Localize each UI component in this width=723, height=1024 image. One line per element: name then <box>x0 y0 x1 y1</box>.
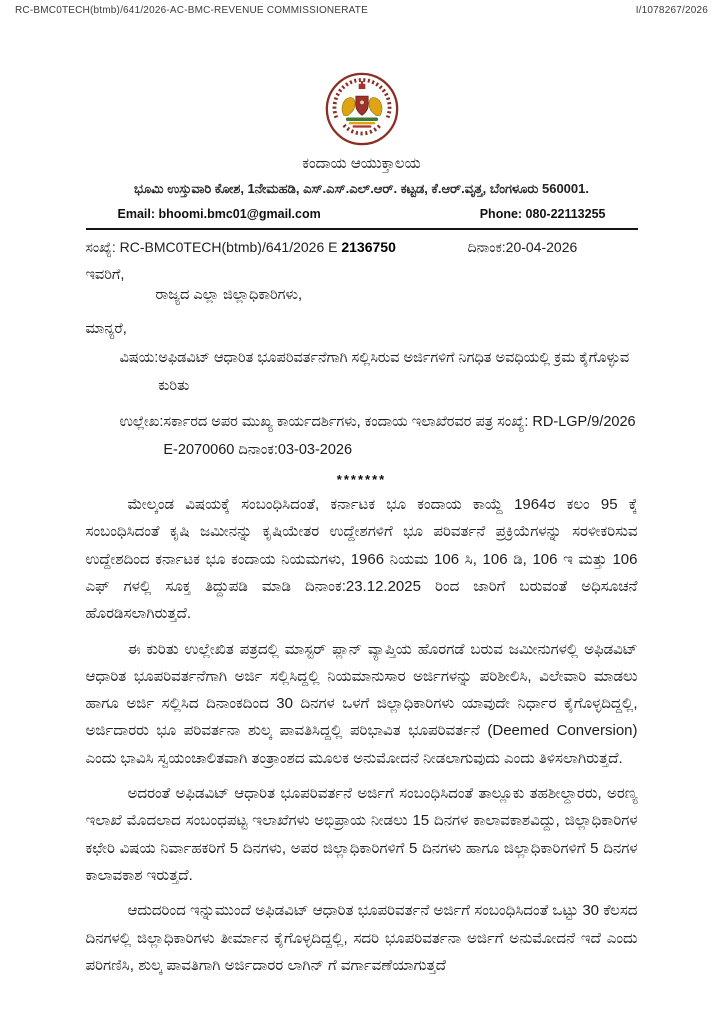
letter-content <box>86 491 638 979</box>
office-name: ಕಂದಾಯ ಆಯುಕ್ತಾಲಯ <box>302 155 421 172</box>
letter-number <box>86 239 468 256</box>
to-label: ಇವರಿಗೆ, <box>85 267 125 283</box>
paragraph-3: ಅದರಂತೆ ಅಫಿಡವಿಟ್ ಆಧಾರಿತ ಭೂಪರಿವರ್ತನೆ ಅರ್ಜಿಗೆ ಸಂಬಂಧಿಸಿದಂತೆ ತಾಲ್ಲೂಕು ತಹಶೀಲ್ದಾರರು, ಅರಣ್ಯ ಇಲಾಖೆ ಮೊದಲಾದ ಸಂಬಂಧಪಟ್ಟ ಇಲಾಖೆಗಳು ಅಭಿಪ್ರಾಯ ನೀಡಲು 15 ದಿನಗಳ ಕಾಲಾವಕಾಶವಿದ್ದು, ಜಿಲ್ಲಾಧಿಕಾರಿಗಳ ಕಛೇರಿ ವಿಷಯ ನಿರ್ವಾಹಕರಿಗೆ 5 ದಿನಗಳು, ಅಪರ ಜಿಲ್ಲಾಧಿಕಾರಿಗಳಿಗೆ 5 ದಿನಗಳು ಹಾಗೂ ಜಿಲ್ಲಾಧಿಕಾರಿಗಳಿಗೆ 5 ದಿನಗಳ ಕಾಲಾವಕಾಶ ಇರುತ್ತದೆ. <box>85 785 638 884</box>
phone-text: Phone: 080-22113255 <box>479 207 606 221</box>
paragraph-1: ಮೇಲ್ಕಂಡ ವಿಷಯಕ್ಕೆ ಸಂಬಂಧಿಸಿದಂತೆ, ಕರ್ನಾಟಕ ಭೂ ಕಂದಾಯ ಕಾಯ್ದೆ 1964ರ ಕಲಂ 95 ಕ್ಕೆ ಸಂಬಂಧಿಸಿದಂತೆ ಕೃಷಿ ಜಮೀನನ್ನು ಕೃಷಿಯೇತರ ಉದ್ದೇಶಗಳಿಗೆ ಭೂ ಪರಿವರ್ತನೆ ಪ್ರಕ್ರಿಯೆಗಳನ್ನು ಸರಳೀಕರಿಸುವ ಉದ್ದೇಶದಿಂದ ಕರ್ನಾಟಕ ಭೂ ಕಂದಾಯ ನಿಯಮಗಳು, 1966 ನಿಯಮ 106 ಸಿ, 106 ಡಿ, 106 ಇ ಮತ್ತು 106 ಎಫ್ ಗಳಲ್ಲಿ ಸೂಕ್ತ ತಿದ್ದುಪಡಿ ಮಾಡಿ ದಿನಾಂಕ:23.12.2025 ರಿಂದ ಜಾರಿಗೆ ಬರುವಂತೆ ಅಧಿಸೂಚನೆ ಹೊರಡಿಸಲಾಗಿರುತ್ತದೆ. <box>85 496 638 623</box>
office-address: ಭೂಮಿ ಉಸ್ತುವಾರಿ ಕೋಶ, 1ನೇಮಹಡಿ, ಎಸ್.ಎಸ್.ಎಲ್.ಆರ್. ಕಟ್ಟಡ, ಕೆ.ಆರ್.ವೃತ್ತ, ಬೆಂಗಳೂರು 560001. <box>134 181 589 196</box>
number-value-bold: 2136750 <box>341 239 396 255</box>
salutation: ಮಾನ್ಯರೆ, <box>85 321 127 337</box>
file-reference-left: RC-BMC0TECH(btmb)/641/2026-AC-BMC-REVENUE COMMISSIONERATE <box>15 5 368 16</box>
email-text: Email: bhoomi.bmc01@gmail.com <box>117 207 321 221</box>
paragraph-2: ಈ ಕುರಿತು ಉಲ್ಲೇಖಿತ ಪತ್ರದಲ್ಲಿ ಮಾಸ್ಟರ್ ಪ್ಲಾನ್ ವ್ಯಾಪ್ತಿಯ ಹೊರಗಡೆ ಬರುವ ಜಮೀನುಗಳಲ್ಲಿ ಅಫಿಡವಿಟ್ ಆಧಾರಿತ ಭೂಪರಿವರ್ತನೆಗಾಗಿ ಅರ್ಜಿ ಸಲ್ಲಿಸಿದ್ದಲ್ಲಿ ನಿಯಮಾನುಸಾರ ಅರ್ಜಿಗಳನ್ನು ಪರಿಶೀಲಿಸಿ, ವಿಲೇವಾರಿ ಮಾಡಲು ಹಾಗೂ ಅರ್ಜಿ ಸಲ್ಲಿಸಿದ ದಿನಾಂಕದಿಂದ 30 ದಿನಗಳ ಒಳಗೆ ಜಿಲ್ಲಾಧಿಕಾರಿಗಳು ಯಾವುದೇ ನಿರ್ಧಾರ ಕೈಗೊಳ್ಳದಿದ್ದಲ್ಲಿ, ಅರ್ಜಿದಾರರು ಭೂ ಪರಿವರ್ತನಾ ಶುಲ್ಕ ಪಾವತಿಸಿದ್ದಲ್ಲಿ ಪರಿಭಾವಿತ ಭೂಪರಿವರ್ತನೆ (Deemed Conversion) ಎಂದು ಭಾವಿಸಿ ಸ್ವಯಂಚಾಲಿತವಾಗಿ ತಂತ್ರಾಂಶದ ಮೂಲಕ ಅನುಮೋದನೆ ನೀಡಲಾಗುವುದು ಎಂದು ತಿಳಿಸಲಾಗಿರುತ್ತದೆ. <box>85 640 638 767</box>
number-value: RC-BMC0TECH(btmb)/641/2026 E <box>119 239 342 255</box>
star-separator: ******* <box>336 472 387 488</box>
subject-text: ಅಫಿಡವಿಟ್ ಆಧಾರಿತ ಭೂಪರಿವರ್ತನೆಗಾಗಿ ಸಲ್ಲಿಸಿರುವ ಅರ್ಜಿಗಳಿಗೆ ನಿಗಧಿತ ಅವಧಿಯಲ್ಲಿ ಕ್ರಮ ಕೈಗೊಳ್ಳುವ ಕುರಿತು <box>158 350 630 395</box>
letterhead <box>86 71 638 230</box>
number-label: ಸಂಖ್ಯೆ: <box>85 239 120 255</box>
reference-number-row <box>86 239 638 256</box>
subject-block <box>86 344 638 401</box>
reference-block <box>86 408 638 465</box>
karnataka-emblem-icon <box>324 134 400 151</box>
letter-body <box>86 71 638 979</box>
contact-row <box>86 207 638 221</box>
file-reference-right: I/1078267/2026 <box>635 5 708 16</box>
letter-date: ದಿನಾಂಕ:20-04-2026 <box>467 239 578 255</box>
paragraph-4: ಆದುದರಿಂದ ಇನ್ನುಮುಂದೆ ಅಫಿಡವಿಟ್ ಆಧಾರಿತ ಭೂಪರಿವರ್ತನೆ ಅರ್ಜಿಗೆ ಸಂಬಂಧಿಸಿದಂತೆ ಒಟ್ಟು 30 ಕೆಲಸದ ದಿನಗಳಲ್ಲಿ ಜಿಲ್ಲಾಧಿಕಾರಿಗಳು ತೀರ್ಮಾನ ಕೈಗೊಳ್ಳದಿದ್ದಲ್ಲಿ, ಸದರಿ ಭೂಪರಿವರ್ತನಾ ಅರ್ಜಿಗೆ ಅನುಮೋದನೆ ಇದೆ ಎಂದು ಪರಿಗಣಿಸಿ, ಶುಲ್ಕ ಪಾವತಿಗಾಗಿ ಅರ್ಜಿದಾರರ ಲಾಗಿನ್ ಗೆ ವರ್ಗಾವಣೆಯಾಗುತ್ತದೆ <box>85 902 638 974</box>
subject-label: ವಿಷಯ: <box>119 350 159 366</box>
letterhead-divider <box>86 228 638 230</box>
reference-text: ಸರ್ಕಾರದ ಅಪರ ಮುಖ್ಯ ಕಾರ್ಯದರ್ಶಿಗಳು, ಕಂದಾಯ ಇಲಾಖೆರವರ ಪತ್ರ ಸಂಖ್ಯೆ: RD-LGP/9/2026 E-2070060 ದಿನಾಂಕ:03-03-2026 <box>163 413 636 458</box>
reference-label: ಉಲ್ಲೇಖ: <box>119 413 164 430</box>
recipient-name: ರಾಜ್ಯದ ಎಲ್ಲಾ ಜಿಲ್ಲಾಧಿಕಾರಿಗಳು, <box>155 287 303 303</box>
system-header <box>0 0 723 16</box>
